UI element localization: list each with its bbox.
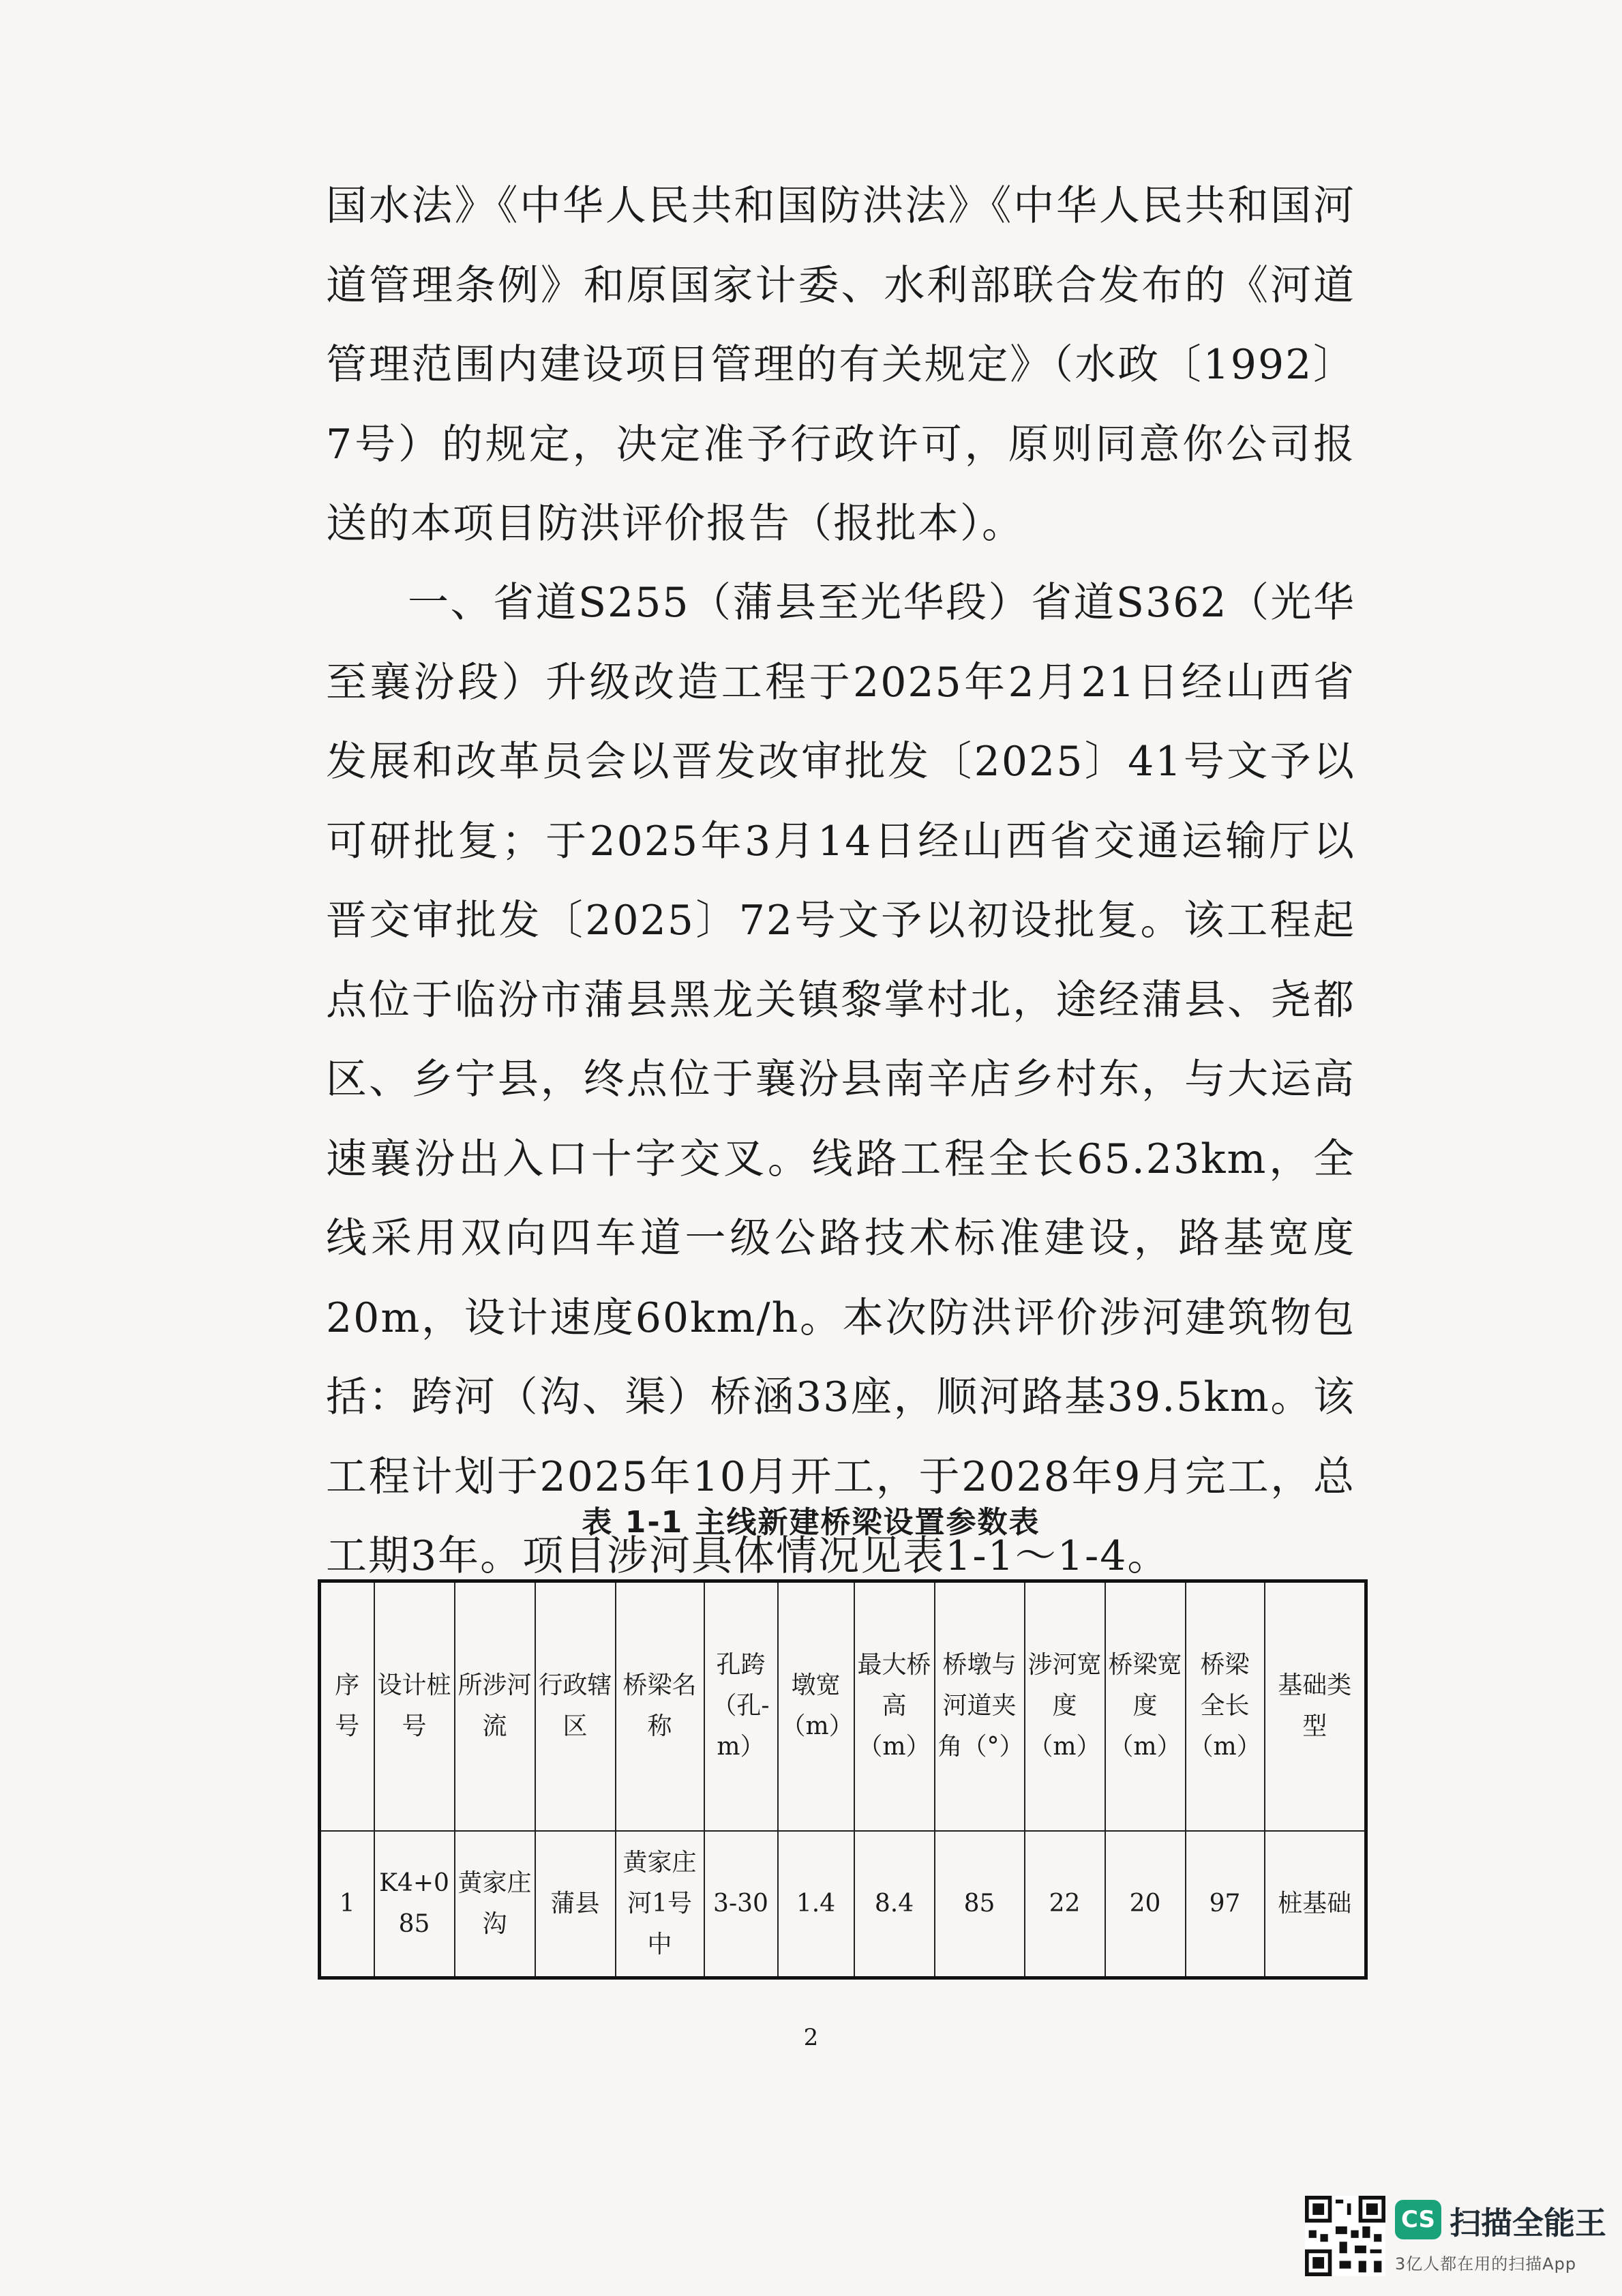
bridge-parameters-table: [318, 1579, 1368, 1980]
header-cell: 序号: [320, 1581, 374, 1831]
header-cell: 最大桥高（m）: [854, 1581, 935, 1831]
table-cell: 3-30: [704, 1831, 778, 1978]
body-paragraph-1: 国水法》《中华人民共和国防洪法》《中华人民共和国河道管理条例》和原国家计委、水利部联合发布的《河道管理范围内建设项目管理的有关规定》（水政〔1992〕7号）的规定，决定准予行政许可，原则同意你公司报送的本项目防洪评价报告（报批本）。: [326, 182, 1355, 548]
table-cell: 1: [320, 1831, 374, 1978]
app-slogan: 3亿人都在用的扫描App: [1395, 2254, 1577, 2273]
header-cell: 孔跨（孔-m）: [704, 1581, 778, 1831]
table-cell: 黄家庄沟: [455, 1831, 535, 1978]
table-header-row: [320, 1581, 1366, 1831]
table-cell: 黄家庄河1号中: [616, 1831, 704, 1978]
page-number: 2: [803, 2024, 819, 2051]
table-cell: 97: [1186, 1831, 1265, 1978]
app-name: 扫描全能王: [1450, 2205, 1606, 2241]
body-paragraph-2: 一、省道S255（蒲县至光华段）省道S362（光华至襄汾段）升级改造工程于2025年2月21日经山西省发展和改革员会以晋发改审批发〔2025〕41号文予以可研批复；于2025年3月14日经山西省交通运输厅以晋交审批发〔2025〕72号文予以初设批复。该工程起点位于临汾市蒲县黑龙关镇黎掌村北，途经蒲县、尧都区、乡宁县，终点位于襄汾县南辛店乡村东，与大运高速襄汾出入口十字交叉。线路工程全长65.23km，全线采用双向四车道一级公路技术标准建设，路基宽度20m，设计速度60km/h。本次防洪评价涉河建筑物包括：跨河（沟、渠）桥涵33座，顺河路基39.5km。该工程计划于2025年10月开工，于2028年9月完工，总工期3年。项目涉河具体情况见表1-1～1-4。: [326, 579, 1355, 1580]
header-cell: 桥梁宽度（m）: [1105, 1581, 1186, 1831]
table-caption: 表 1-1 主线新建桥梁设置参数表: [582, 1505, 1040, 1540]
table-cell: 蒲县: [535, 1831, 616, 1978]
header-cell: 桥梁名称: [616, 1581, 704, 1831]
table-cell: 85: [935, 1831, 1025, 1978]
table-cell: 8.4: [854, 1831, 935, 1978]
table-cell: 1.4: [778, 1831, 854, 1978]
qr-code-icon: [1305, 2196, 1385, 2276]
header-cell: 所涉河流: [455, 1581, 535, 1831]
header-cell: 涉河宽度（m）: [1025, 1581, 1105, 1831]
table-cell: K4+085: [374, 1831, 455, 1978]
table-row: [320, 1831, 1366, 1978]
header-cell: 墩宽（m）: [778, 1581, 854, 1831]
header-cell: 行政辖区: [535, 1581, 616, 1831]
app-logo-icon: CS: [1395, 2200, 1441, 2239]
header-cell: 桥梁全长（m）: [1186, 1581, 1265, 1831]
header-cell: 设计桩号: [374, 1581, 455, 1831]
header-cell: 基础类型: [1265, 1581, 1366, 1831]
table-cell: 桩基础: [1265, 1831, 1366, 1978]
header-cell: 桥墩与河道夹角（°）: [935, 1581, 1025, 1831]
table-cell: 20: [1105, 1831, 1186, 1978]
table-cell: 22: [1025, 1831, 1105, 1978]
